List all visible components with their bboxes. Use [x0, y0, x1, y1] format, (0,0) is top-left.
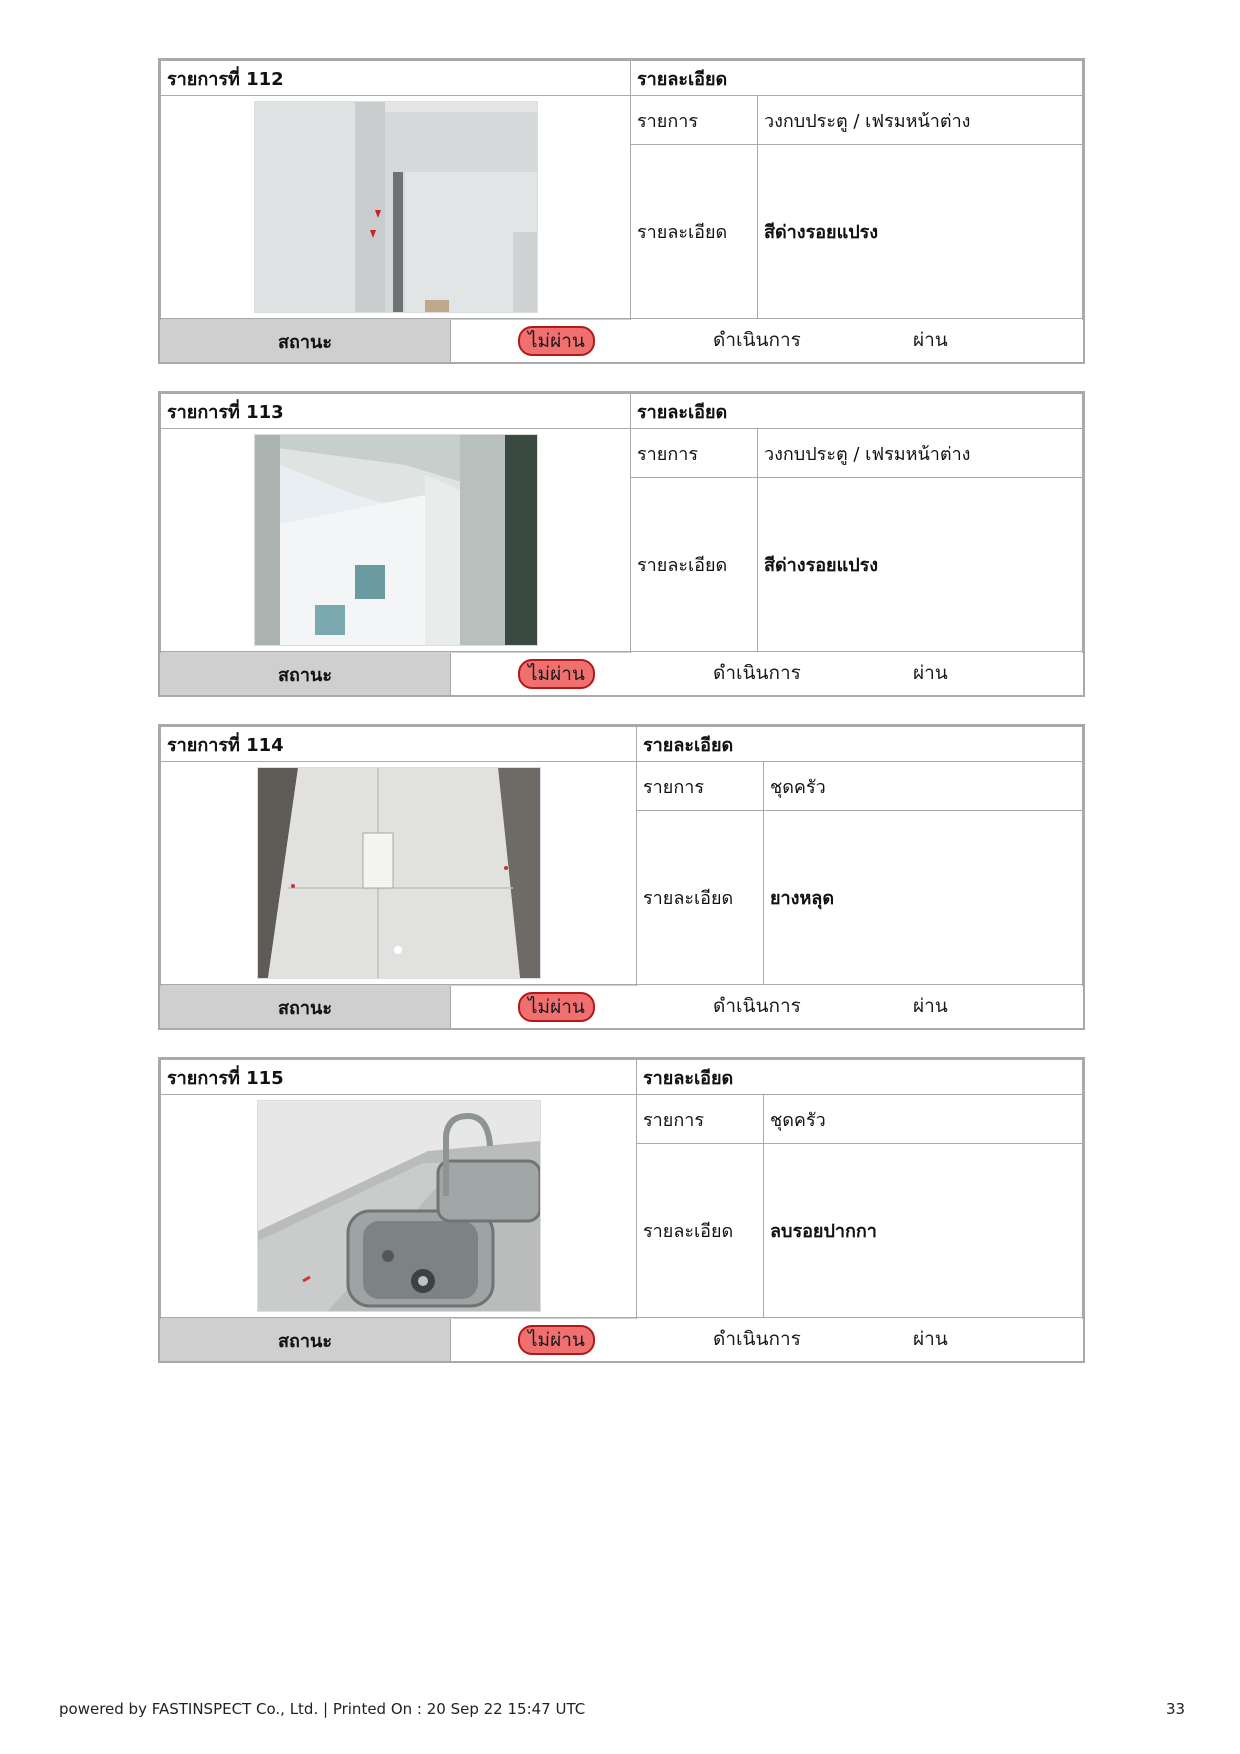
defect-photo[interactable] [254, 101, 538, 313]
status-pass-option[interactable]: ผ่าน [913, 995, 948, 1017]
item-number-label: รายการที่ 114 [161, 727, 637, 762]
status-in-progress-option[interactable]: ดำเนินการ [713, 1328, 801, 1350]
status-pass-option[interactable]: ผ่าน [913, 1328, 948, 1350]
status-fail-option[interactable]: ไม่ผ่าน [518, 992, 595, 1022]
status-in-progress-option[interactable]: ดำเนินการ [713, 329, 801, 351]
detail-header: รายละเอียด [631, 61, 1083, 96]
defect-photo[interactable] [254, 434, 538, 646]
item-number-label: รายการที่ 112 [161, 61, 631, 96]
status-pass-option[interactable]: ผ่าน [913, 662, 948, 684]
detail-header: รายละเอียด [637, 727, 1083, 762]
detail-field-label: รายละเอียด [631, 145, 758, 319]
item-value: วงกบประตู / เฟรมหน้าต่าง [758, 429, 1083, 478]
defect-photo[interactable] [257, 767, 541, 979]
status-pass-option[interactable]: ผ่าน [913, 329, 948, 351]
item-number-label: รายการที่ 115 [161, 1060, 637, 1095]
detail-field-label: รายละเอียด [631, 478, 758, 652]
status-label-block: สถานะ [160, 320, 451, 362]
status-label-block: สถานะ [160, 1319, 451, 1361]
status-in-progress-option[interactable]: ดำเนินการ [713, 995, 801, 1017]
item-field-label: รายการ [637, 762, 764, 811]
detail-value: ยางหลุด [764, 811, 1083, 985]
item-field-label: รายการ [637, 1095, 764, 1144]
status-label-block: สถานะ [160, 653, 451, 695]
status-fail-option[interactable]: ไม่ผ่าน [518, 1325, 595, 1355]
status-fail-option[interactable]: ไม่ผ่าน [518, 326, 595, 356]
inspection-card-115 [158, 1057, 1085, 1363]
defect-photo[interactable] [257, 1100, 541, 1312]
inspection-card-113 [158, 391, 1085, 697]
detail-header: รายละเอียด [637, 1060, 1083, 1095]
inspection-card-112 [158, 58, 1085, 364]
detail-value: สีด่างรอยแปรง [758, 145, 1083, 319]
inspection-card-114 [158, 724, 1085, 1030]
photo-cell [161, 429, 631, 652]
item-value: วงกบประตู / เฟรมหน้าต่าง [758, 96, 1083, 145]
photo-cell [161, 762, 637, 985]
item-value: ชุดครัว [764, 1095, 1083, 1144]
photo-cell [161, 1095, 637, 1318]
detail-header: รายละเอียด [631, 394, 1083, 429]
detail-value: ลบรอยปากกา [764, 1144, 1083, 1318]
status-label-block: สถานะ [160, 986, 451, 1028]
item-field-label: รายการ [631, 96, 758, 145]
page-number: 33 [1166, 1700, 1186, 1718]
item-field-label: รายการ [631, 429, 758, 478]
detail-value: สีด่างรอยแปรง [758, 478, 1083, 652]
item-number-label: รายการที่ 113 [161, 394, 631, 429]
photo-cell [161, 96, 631, 319]
status-in-progress-option[interactable]: ดำเนินการ [713, 662, 801, 684]
detail-field-label: รายละเอียด [637, 811, 764, 985]
item-value: ชุดครัว [764, 762, 1083, 811]
status-fail-option[interactable]: ไม่ผ่าน [518, 659, 595, 689]
detail-field-label: รายละเอียด [637, 1144, 764, 1318]
footer-text: powered by FASTINSPECT Co., Ltd. | Printed On : 20 Sep 22 15:47 UTC [59, 1700, 586, 1718]
